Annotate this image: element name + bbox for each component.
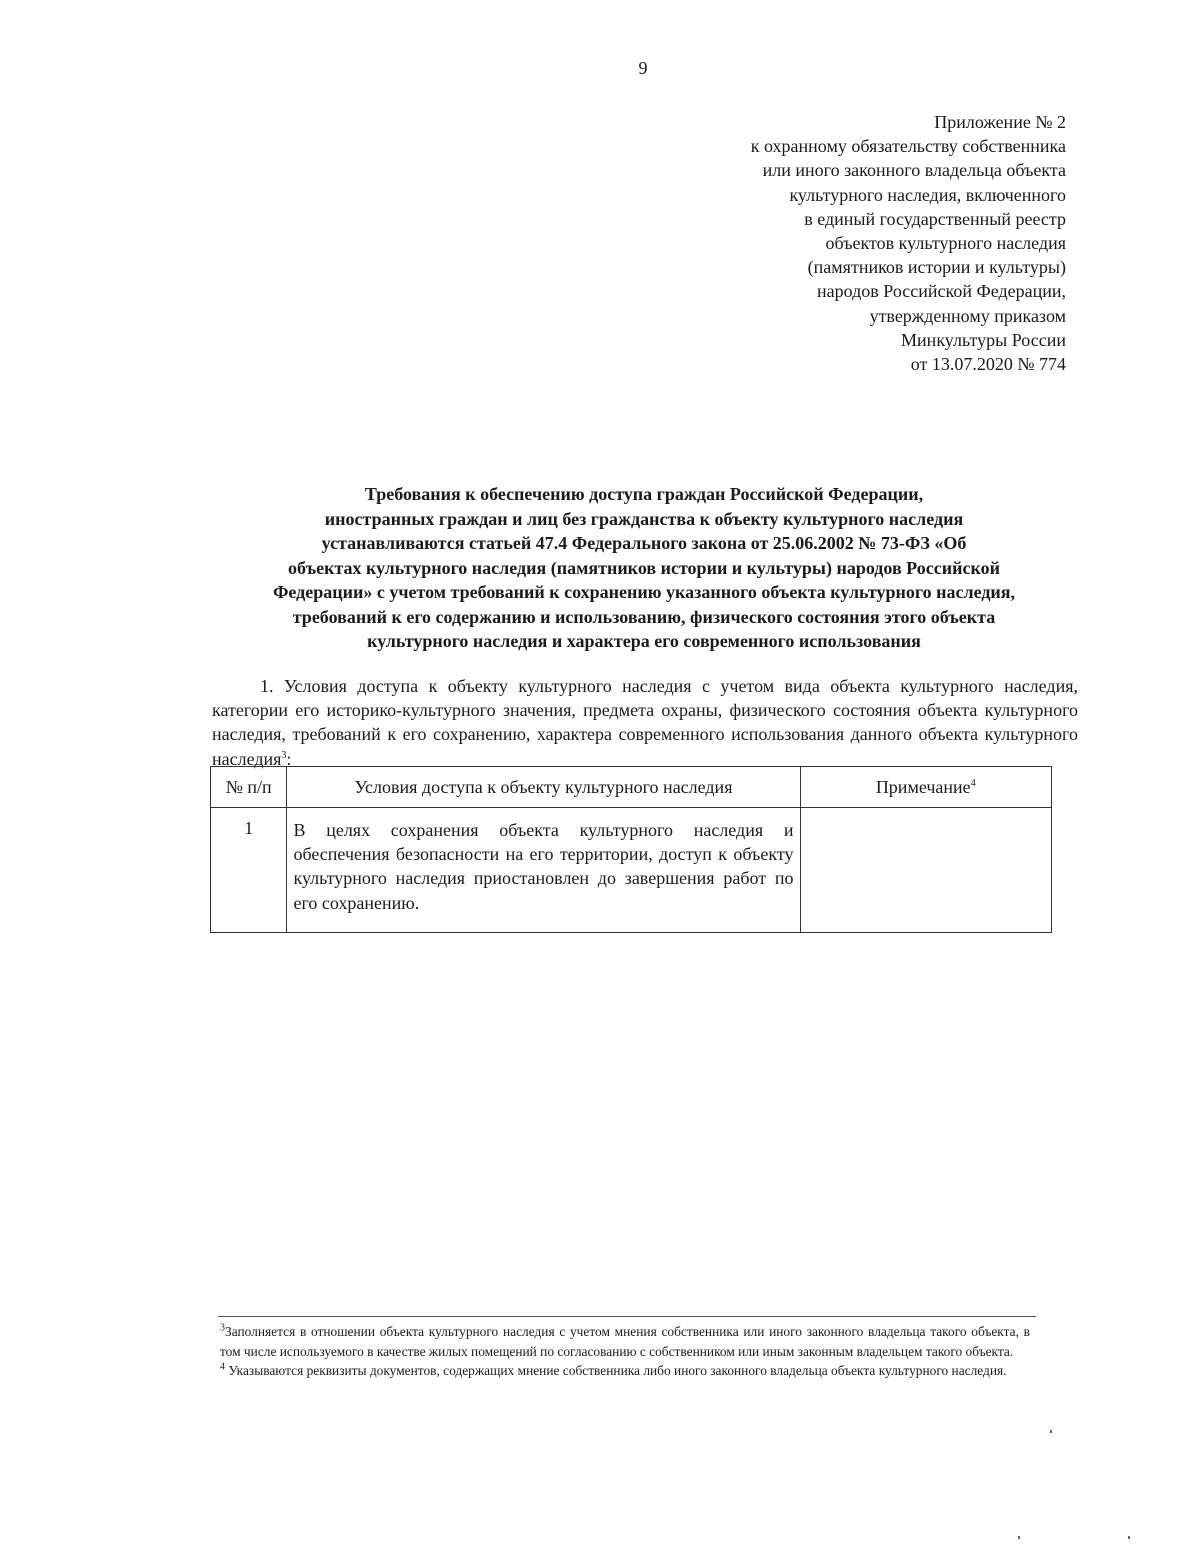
footnote-4 bbox=[220, 1361, 1030, 1381]
footnote-text: Указываются реквизиты документов, содержащих мнение собственника либо иного законного владельца объекта культурного наследия. bbox=[228, 1363, 1007, 1379]
heading-line: культурного наследия и характера его современного использования bbox=[367, 631, 921, 651]
footnote-mark: 3 bbox=[220, 1322, 225, 1334]
row-number: 1 bbox=[211, 808, 287, 933]
row-conditions: В целях сохранения объекта культурного наследия и обеспечения безопасности на его территории, доступ к объекту культурного наследия приостановлен до завершения работ по его сохранению. bbox=[287, 808, 800, 933]
footnote-mark: 4 bbox=[220, 1361, 225, 1373]
header-note bbox=[800, 767, 1052, 808]
footnotes bbox=[220, 1322, 1030, 1381]
scan-speck bbox=[1050, 1430, 1052, 1433]
header-conditions: Условия доступа к объекту культурного наследия bbox=[287, 767, 800, 808]
row-note bbox=[800, 808, 1052, 933]
appendix-line: Минкультуры России bbox=[901, 329, 1066, 350]
appendix-block bbox=[751, 110, 1066, 376]
footnote-separator bbox=[218, 1316, 1036, 1317]
appendix-line: в единый государственный реестр bbox=[804, 208, 1066, 229]
heading-line: устанавливаются статьей 47.4 Федерального закона от 25.06.2002 № 73-ФЗ «Об bbox=[321, 533, 967, 553]
appendix-line: утвержденному приказом bbox=[869, 305, 1066, 326]
document-heading bbox=[212, 482, 1076, 654]
table-row bbox=[211, 808, 1052, 933]
footnote-text: Заполняется в отношении объекта культурного наследия с учетом мнения собственника или иного законного владельца такого объекта, в том числе используемого в качестве жилых помещений по согласованию с собственником или иным законным владельцем такого объекта. bbox=[220, 1324, 1030, 1359]
footnote-ref-4: 4 bbox=[970, 777, 976, 789]
page-number: 9 bbox=[638, 58, 648, 78]
scan-speck bbox=[1128, 1536, 1130, 1539]
heading-line: Требования к обеспечению доступа граждан Российской Федерации, bbox=[364, 484, 924, 504]
header-number: № п/п bbox=[211, 767, 287, 808]
heading-line: объектах культурного наследия (памятников истории и культуры) народов Российской bbox=[288, 557, 1000, 578]
appendix-line: или иного законного владельца объекта bbox=[762, 160, 1066, 181]
heading-line: Федерации» с учетом требований к сохранению указанного объекта культурного наследия, bbox=[272, 582, 1016, 602]
appendix-line: (памятников истории и культуры) bbox=[807, 257, 1066, 278]
paragraph-text: 1. Условия доступа к объекту культурного наследия с учетом вида объекта культурного наследия, категории его историко-культурного значения, предмета охраны, физического состояния объекта культурного наследия, требований к его сохранению, характера современного использования данного объекта культурного наследия bbox=[212, 676, 1078, 769]
heading-line: требований к его содержанию и использованию, физического состояния этого объекта bbox=[292, 606, 996, 627]
paragraph-ending: : bbox=[286, 748, 292, 769]
appendix-line: Приложение № 2 bbox=[934, 112, 1066, 132]
table-header-row bbox=[211, 767, 1052, 808]
scan-speck bbox=[1018, 1536, 1020, 1539]
footnote-3 bbox=[220, 1322, 1030, 1361]
footnote-ref-3: 3 bbox=[281, 749, 287, 761]
paragraph-1 bbox=[212, 674, 1078, 771]
appendix-line: от 13.07.2020 № 774 bbox=[910, 354, 1066, 375]
access-conditions-table bbox=[210, 766, 1052, 933]
appendix-line: народов Российской Федерации, bbox=[817, 281, 1066, 302]
appendix-line: культурного наследия, включенного bbox=[789, 184, 1066, 205]
header-note-label: Примечание bbox=[875, 776, 971, 797]
heading-line: иностранных граждан и лиц без гражданства к объекту культурного наследия bbox=[324, 508, 964, 529]
appendix-line: к охранному обязательству собственника bbox=[750, 136, 1066, 157]
appendix-line: объектов культурного наследия bbox=[825, 233, 1066, 254]
